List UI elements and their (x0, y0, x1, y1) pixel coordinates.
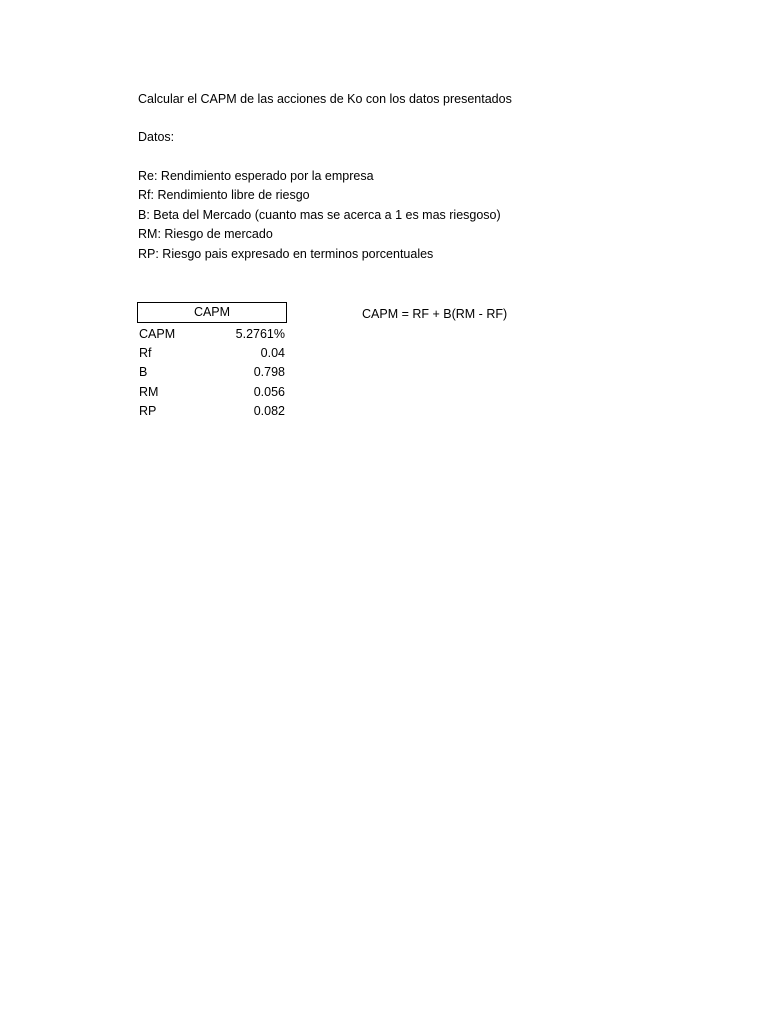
definition-rp: RP: Riesgo pais expresado en terminos porcentuales (138, 247, 434, 261)
row-label: B (139, 365, 148, 379)
table-row (138, 325, 286, 343)
row-label: RP (139, 404, 157, 418)
row-label: CAPM (139, 327, 176, 341)
row-value: 0.082 (253, 404, 285, 418)
capm-formula: CAPM = RF + B(RM - RF) (362, 307, 508, 321)
table-row (138, 402, 286, 420)
row-value: 0.04 (260, 346, 285, 360)
datos-heading: Datos: (138, 130, 175, 144)
table-row (138, 383, 286, 401)
definition-re: Re: Rendimiento esperado por la empresa (138, 169, 374, 183)
row-value: 0.056 (253, 385, 285, 399)
definition-b: B: Beta del Mercado (cuanto mas se acerca a 1 es mas riesgoso) (138, 208, 501, 222)
table-row (138, 344, 286, 362)
page-title: Calcular el CAPM de las acciones de Ko con los datos presentados (138, 92, 512, 106)
table-row (138, 363, 286, 381)
row-value: 0.798 (253, 365, 285, 379)
definition-rm: RM: Riesgo de mercado (138, 227, 273, 241)
capm-table-header: CAPM (137, 302, 287, 323)
row-label: Rf (139, 346, 152, 360)
row-label: RM (139, 385, 159, 399)
row-value: 5.2761% (235, 327, 285, 341)
definition-rf: Rf: Rendimiento libre de riesgo (138, 188, 310, 202)
